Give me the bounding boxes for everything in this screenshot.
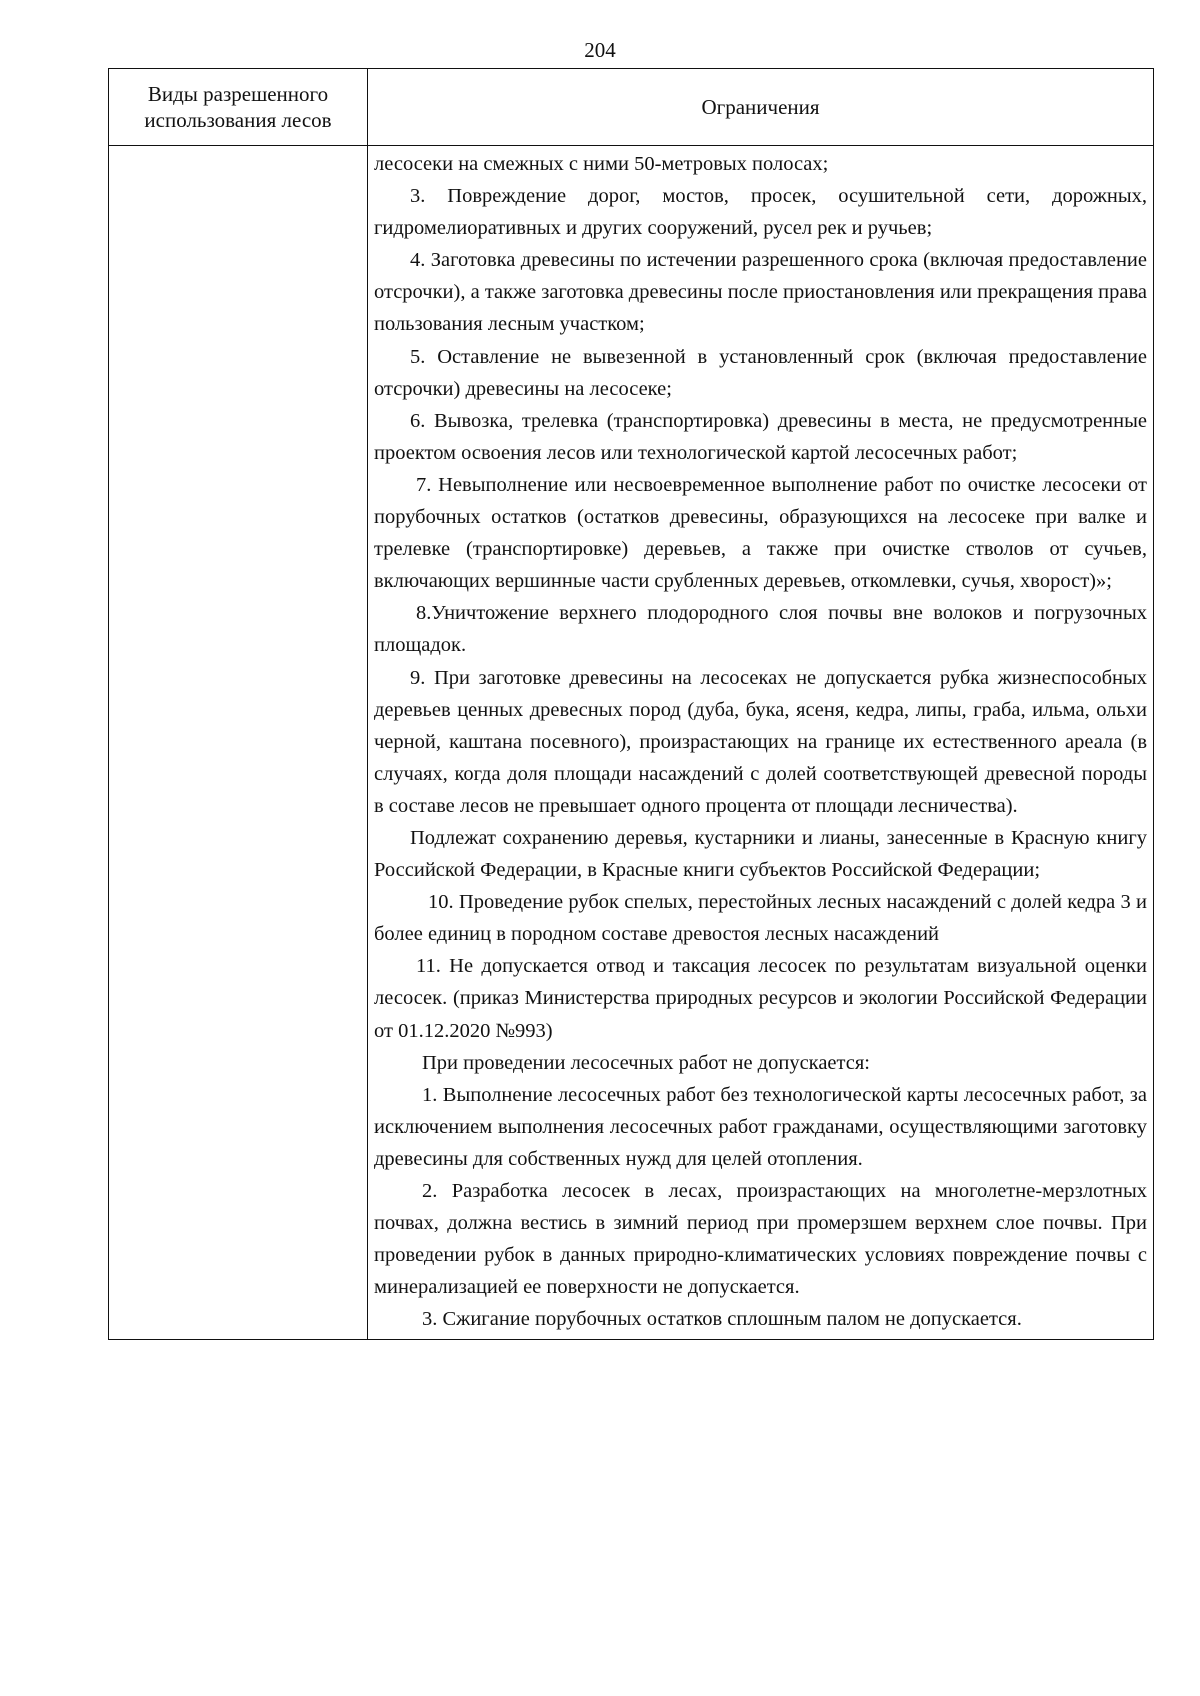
header-usage-types: Виды разрешенного использования лесов xyxy=(109,69,368,146)
table-header-row xyxy=(109,69,1154,146)
restrictions-cell xyxy=(368,146,1154,1340)
paragraph: 4. Заготовка древесины по истечении разрешенного срока (включая предоставление отсрочки), а также заготовка древесины после приостановления или прекращения права пользования лесным участком; xyxy=(374,249,1147,336)
paragraph: 6. Вывозка, трелевка (транспортировка) древесины в места, не предусмотренные проектом освоения лесов или технологической картой лесосечных работ; xyxy=(374,409,1147,464)
paragraph: лесосеки на смежных с ними 50-метровых полосах; xyxy=(374,153,829,175)
table-row xyxy=(109,146,1154,1340)
paragraph: 2. Разработка лесосек в лесах, произрастающих на многолетне-мерзлотных почвах, должна вестись в зимний период при промерзшем верхнем слое почвы. При проведении рубок в данных природно-климатических условиях повреждение почвы с минерализацией ее поверхности не допускается. xyxy=(374,1180,1147,1299)
paragraph: При проведении лесосечных работ не допускается: xyxy=(422,1051,870,1074)
paragraph: 9. При заготовке древесины на лесосеках не допускается рубка жизнеспособных деревьев ценных древесных пород (дуба, бука, ясеня, кедра, липы, граба, ильма, ольхи черной, каштана посевного), произрастающих на границе их естественного ареала (в случаях, когда доля площади насаждений с долей соответствующей древесной породы в составе лесов не превышает одного процента от площади лесничества). xyxy=(374,666,1147,817)
paragraph: 5. Оставление не вывезенной в установленный срок (включая предоставление отсрочки) древесины на лесосеке; xyxy=(374,345,1147,400)
header-restrictions: Ограничения xyxy=(368,69,1154,146)
paragraph: 1. Выполнение лесосечных работ без технологической карты лесосечных работ, за исключением выполнения лесосечных работ гражданами, осуществляющими заготовку древесины для собственных нужд для целей отопления. xyxy=(374,1083,1147,1170)
paragraph: 3. Сжигание порубочных остатков сплошным палом не допускается. xyxy=(422,1308,1022,1331)
paragraph: 10. Проведение рубок спелых, перестойных лесных насаждений с долей кедра 3 и более единиц в породном составе древостоя лесных насаждений xyxy=(374,891,1147,946)
restrictions-table xyxy=(108,68,1154,1340)
paragraph: 11. Не допускается отвод и таксация лесосек по результатам визуальной оценки лесосек. (приказ Министерства природных ресурсов и экологии Российской Федерации от 01.12.2020 №993) xyxy=(374,955,1147,1042)
paragraph: 3. Повреждение дорог, мостов, просек, осушительной сети, дорожных, гидромелиоративных и других сооружений, русел рек и ручьев; xyxy=(374,185,1147,240)
paragraph: Подлежат сохранению деревья, кустарники и лианы, занесенные в Красную книгу Российской Федерации, в Красные книги субъектов Российской Федерации; xyxy=(374,826,1147,882)
paragraph: 8.Уничтожение верхнего плодородного слоя почвы вне волоков и погрузочных площадок. xyxy=(374,602,1147,657)
usage-type-cell xyxy=(109,146,368,1340)
paragraph: 7. Невыполнение или несвоевременное выполнение работ по очистке лесосеки от порубочных остатков (остатков древесины, образующихся на лесосеке при валке и трелевке (транспортировке) деревьев, а также при очистке стволов от сучьев, включающих вершинные части срубленных деревьев, откомлевки, сучья, хворост)»; xyxy=(374,473,1147,593)
page-number: 204 xyxy=(584,38,616,62)
